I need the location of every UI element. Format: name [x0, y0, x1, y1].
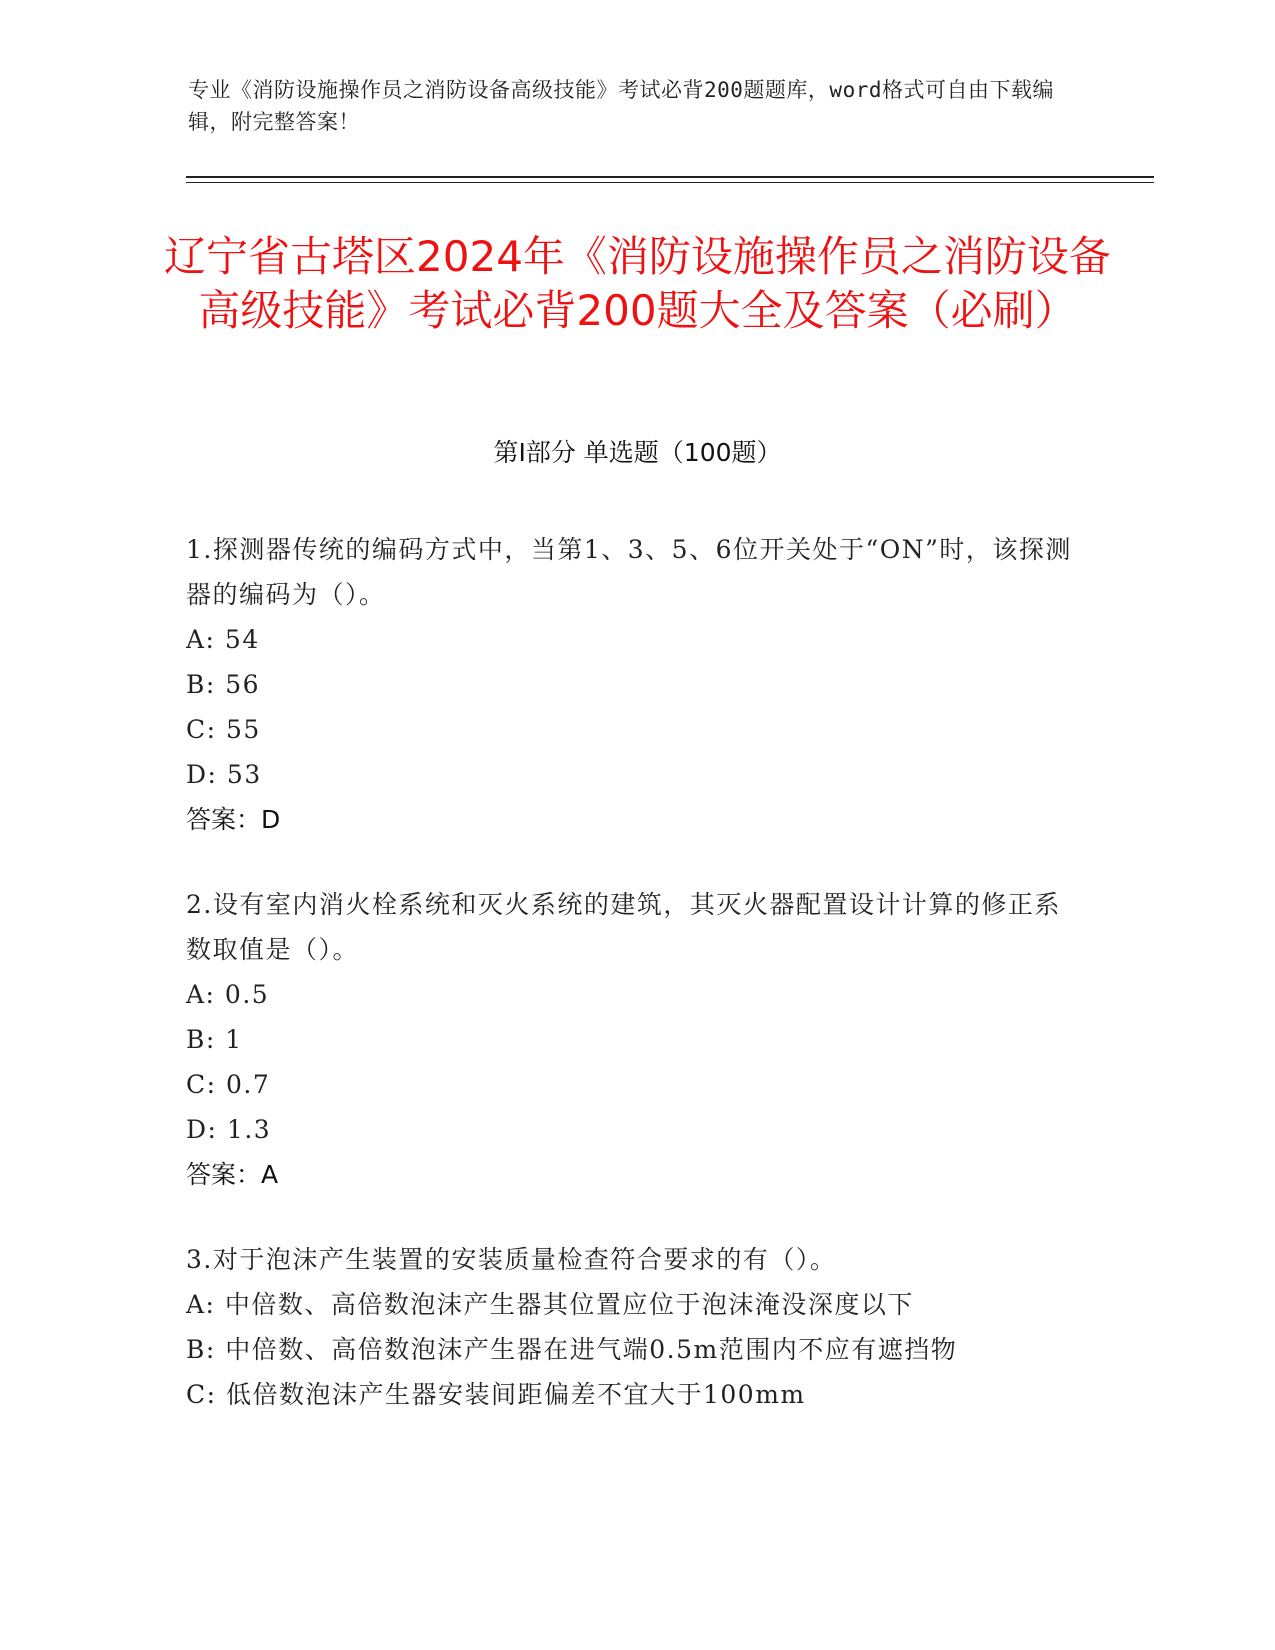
question-item: [186, 882, 1086, 1197]
question-option: A: 54: [186, 625, 260, 654]
header-divider-thick: [186, 176, 1154, 178]
question-option: C: 55: [186, 715, 261, 744]
question-option: D: 53: [186, 760, 262, 789]
question-option: A: 中倍数、高倍数泡沫产生器其位置应位于泡沫淹没深度以下: [186, 1290, 914, 1319]
question-item: [186, 1237, 1086, 1417]
question-answer: 答案：A: [186, 1160, 279, 1189]
question-stem: 1.探测器传统的编码方式中，当第1、3、5、6位开关处于“ON”时，该探测器的编码为（）。: [186, 535, 1072, 609]
question-item: [186, 527, 1086, 842]
question-option: B: 1: [186, 1025, 243, 1054]
question-stem: 3.对于泡沫产生装置的安装质量检查符合要求的有（）。: [186, 1245, 837, 1274]
question-stem: 2.设有室内消火栓系统和灭火系统的建筑，其灭火器配置设计计算的修正系数取值是（）。: [186, 890, 1061, 964]
question-option: B: 中倍数、高倍数泡沫产生器在进气端0.5m范围内不应有遮挡物: [186, 1335, 958, 1364]
question-option: C: 0.7: [186, 1070, 271, 1099]
section-heading: 第I部分 单选题（100题）: [493, 438, 782, 467]
question-answer: 答案：D: [186, 805, 281, 834]
question-option: B: 56: [186, 670, 261, 699]
question-list: [186, 527, 1086, 1457]
header-note: 专业《消防设施操作员之消防设备高级技能》考试必背200题题库，word格式可自由下载编辑，附完整答案！: [188, 78, 1054, 134]
question-option: C: 低倍数泡沫产生器安装间距偏差不宜大于100mm: [186, 1380, 806, 1409]
question-option: D: 1.3: [186, 1115, 272, 1144]
question-option: A: 0.5: [186, 980, 270, 1009]
header-divider-thin: [186, 182, 1154, 183]
document-title: 辽宁省古塔区2024年《消防设施操作员之消防设备高级技能》考试必背200题大全及答案（必刷）: [164, 232, 1111, 335]
